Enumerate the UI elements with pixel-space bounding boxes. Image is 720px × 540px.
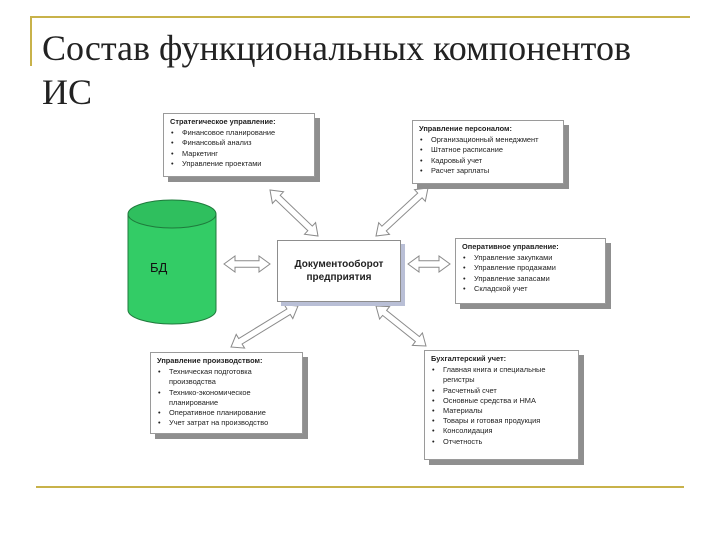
operational-management-title: Оперативное управление: [462,242,559,251]
list-item: • Товары и готовая продукция [431,416,572,426]
list-item: • Технико-экономическое планирование [157,388,296,408]
production-management-title: Управление производством: [157,356,263,365]
list-item: • Оперативное планирование [157,408,296,418]
arrow-production [231,305,298,348]
list-item: • Расчетный счет [431,386,572,396]
list-item: • Управление продажами [462,263,599,273]
accounting-box [424,350,579,460]
slide-title: Состав функциональных компонентов ИС [42,28,631,112]
database-label: БД [150,260,168,275]
database-body [128,214,216,324]
list-item: • Маркетинг [170,149,308,159]
accounting-title: Бухгалтерский учет: [431,354,507,363]
list-item: • Учет затрат на производство [157,418,296,428]
list-item: • Организационный менеджмент [419,135,557,145]
list-item: • Управление закупками [462,253,599,263]
list-item: • Складской учет [462,284,599,294]
list-item: • Кадровый учет [419,156,557,166]
personnel-management-box [412,120,564,184]
list-item: • Главная книга и специальные регистры [431,365,572,385]
arrow-operational [408,256,450,272]
list-item: • Консолидация [431,426,572,436]
list-item: • Финансовый анализ [170,138,308,148]
arrow-strategic [270,190,318,236]
operational-management-box [455,238,606,304]
list-item: • Материалы [431,406,572,416]
list-item: • Управление проектами [170,159,308,169]
database-cylinder [128,200,216,324]
strategic-management-box [163,113,315,177]
arrow-database [224,256,270,272]
list-item: • Отчетность [431,437,572,447]
strategic-management-title: Стратегическое управление: [170,117,276,126]
list-item: • Финансовое планирование [170,128,308,138]
database-top [128,200,216,228]
list-item: • Расчет зарплаты [419,166,557,176]
list-item: • Управление запасами [462,274,599,284]
list-item: • Основные средства и НМА [431,396,572,406]
list-item: • Штатное расписание [419,145,557,155]
personnel-management-title: Управление персоналом: [419,124,512,133]
arrow-accounting [376,306,426,346]
document-flow-box: Документооборот предприятия [277,240,401,302]
production-management-box [150,352,303,434]
list-item: • Техническая подготовка производства [157,367,296,387]
arrow-personnel [376,188,428,236]
